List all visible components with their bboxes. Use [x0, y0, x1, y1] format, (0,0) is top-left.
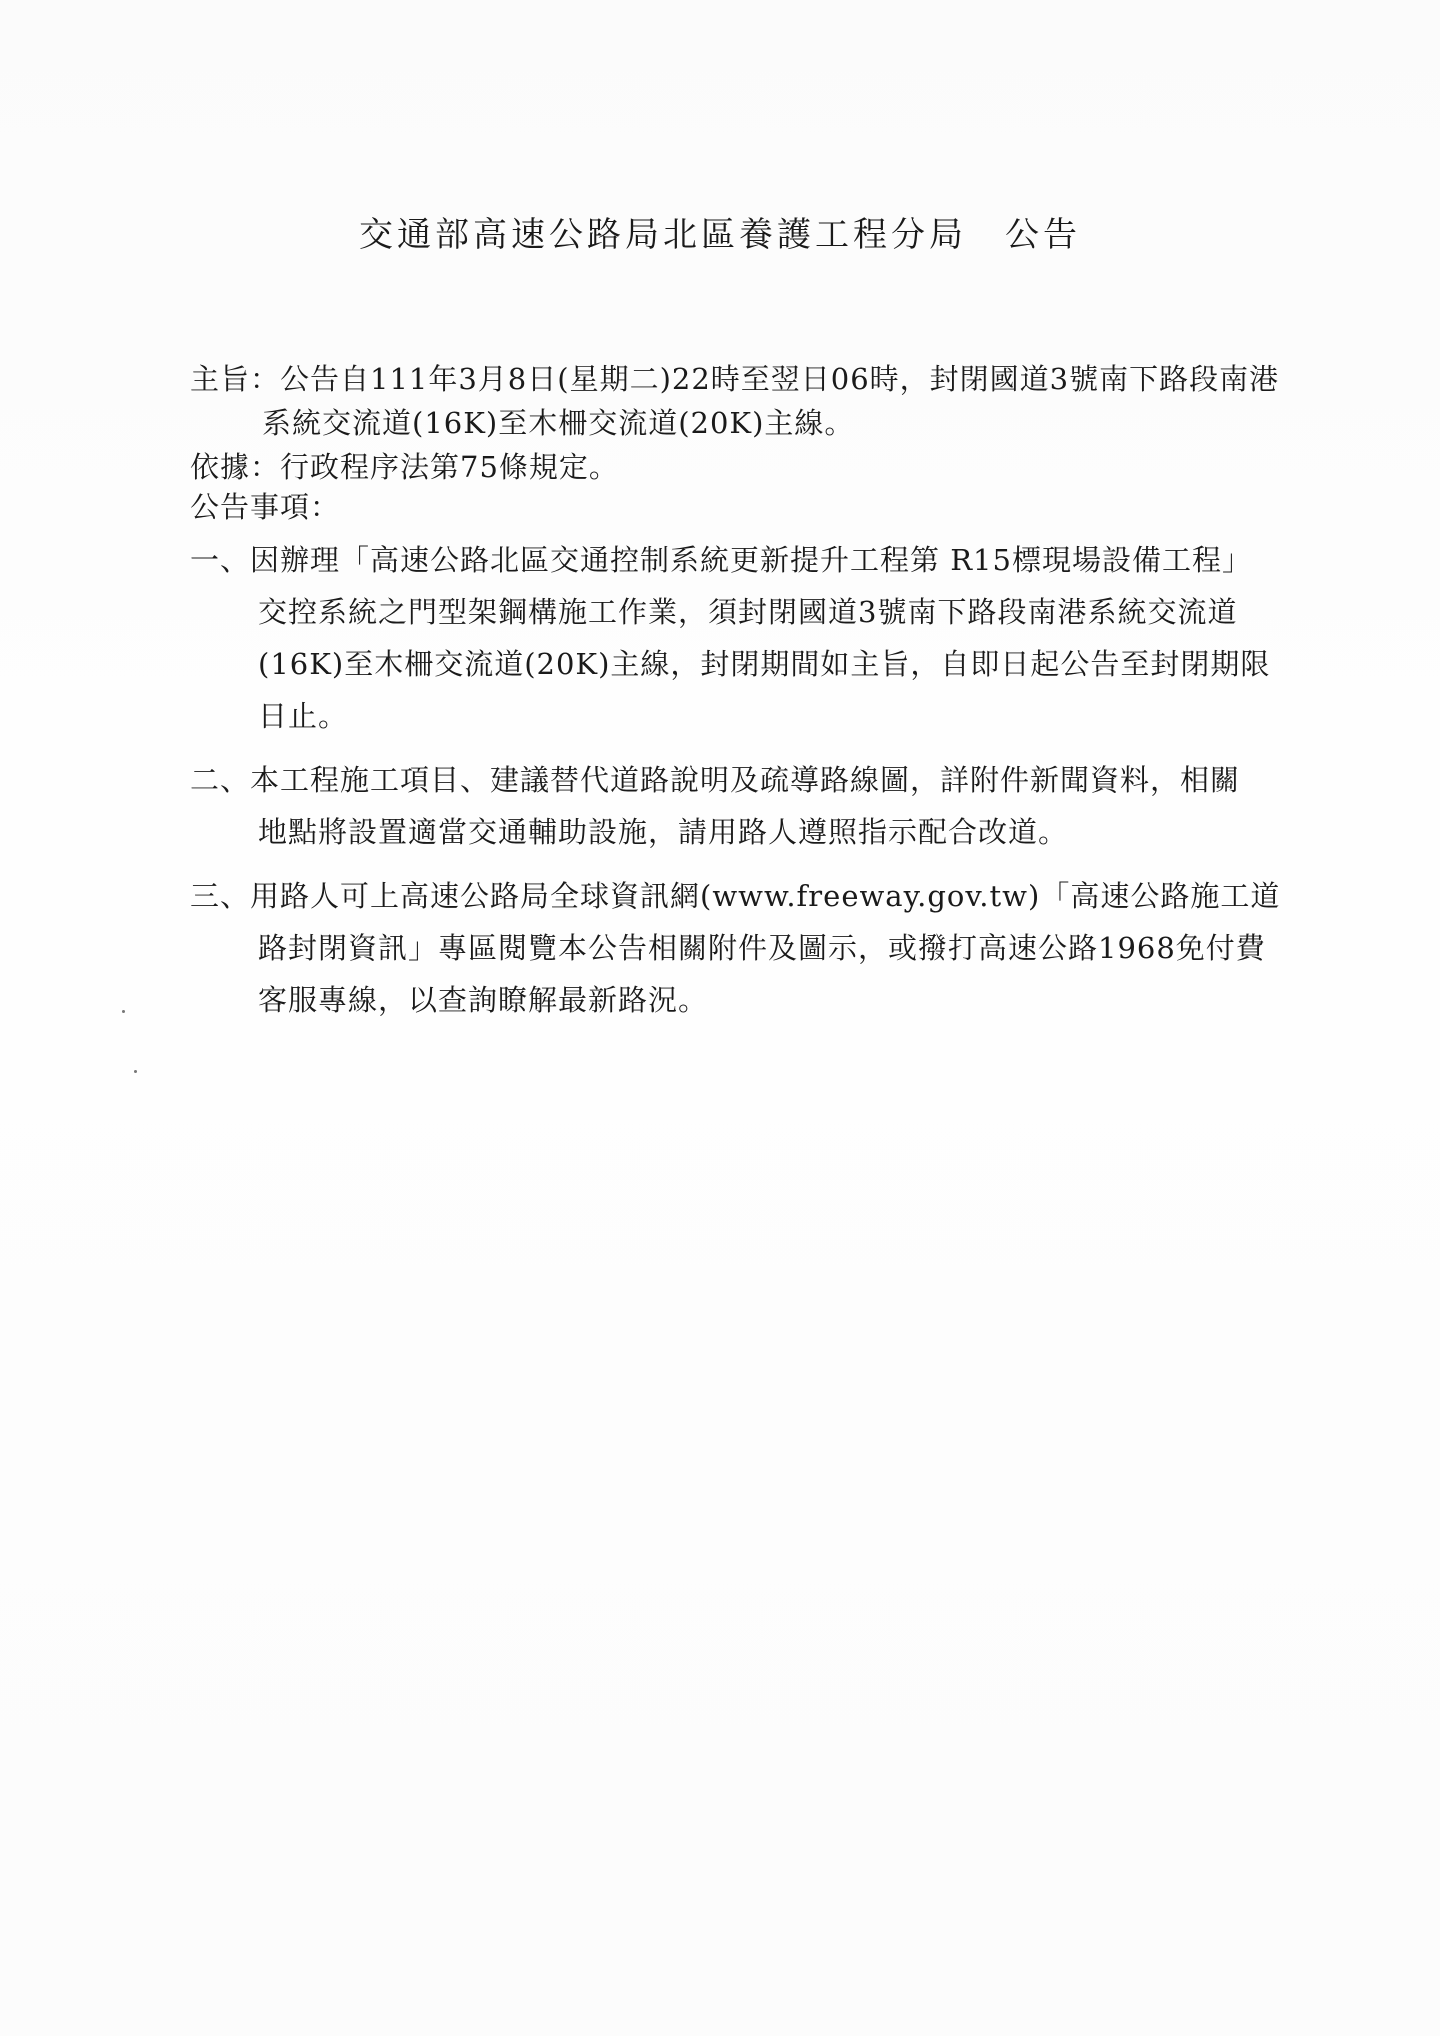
notice-item-2-line-2: 地點將設置適當交通輔助設施，請用路人遵照指示配合改道。: [258, 815, 1069, 849]
notice-item-2-line-1: 二、本工程施工項目、建議替代道路說明及疏導路線圖，詳附件新聞資料，相關: [190, 763, 1241, 797]
notice-heading: 公告事項：: [190, 490, 341, 524]
notice-item-3-line-2: 路封閉資訊」專區閱覽本公告相關附件及圖示，或撥打高速公路1968免付費: [258, 931, 1266, 965]
scan-speck: [134, 1070, 137, 1073]
notice-item-3-line-1: 三、用路人可上高速公路局全球資訊網(www.freeway.gov.tw)「高速公路施工道: [190, 879, 1281, 913]
notice-item-1-line-2: 交控系統之門型架鋼構施工作業，須封閉國道3號南下路段南港系統交流道: [258, 595, 1238, 629]
scan-speck: [122, 1010, 125, 1013]
notice-item-1-line-3: (16K)至木柵交流道(20K)主線，封閉期間如主旨，自即日起公告至封閉期限: [258, 647, 1271, 681]
notice-item-1-line-1: 一、因辦理「高速公路北區交通控制系統更新提升工程第 R15標現場設備工程」: [190, 543, 1252, 577]
notice-item-3-line-3: 客服專線，以查詢瞭解最新路況。: [258, 983, 709, 1017]
subject-line-2: 系統交流道(16K)至木柵交流道(20K)主線。: [262, 406, 855, 440]
subject-line-1: 主旨：公告自111年3月8日(星期二)22時至翌日06時，封閉國道3號南下路段南港: [190, 362, 1280, 396]
notice-item-1-line-4: 日止。: [258, 699, 349, 733]
page-title: 交通部高速公路局北區養護工程分局 公告: [359, 215, 1081, 255]
basis-line: 依據：行政程序法第75條規定。: [190, 450, 619, 484]
